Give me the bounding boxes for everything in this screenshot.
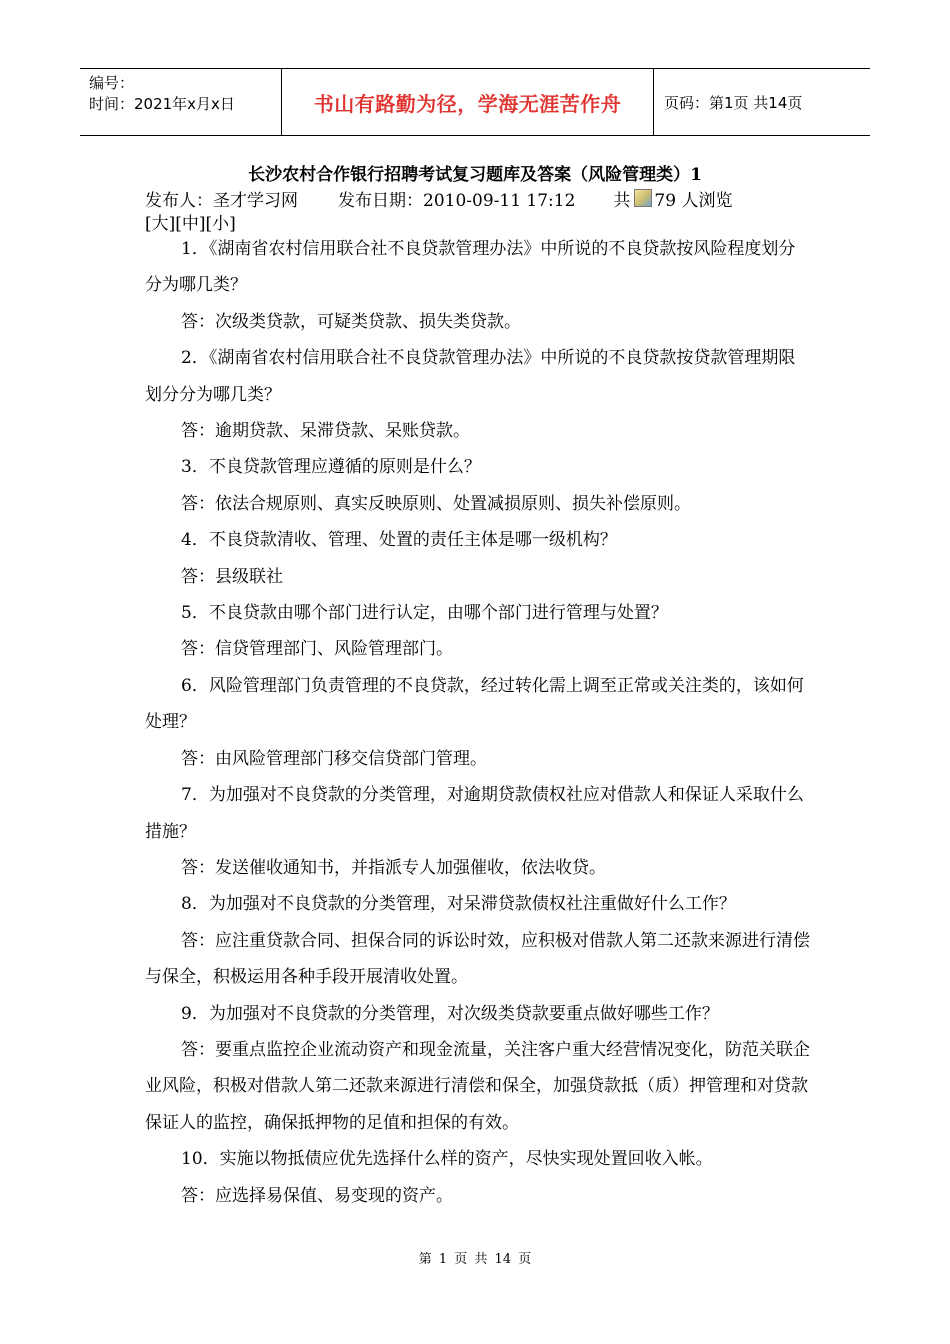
paragraph: 7．为加强对不良贷款的分类管理，对逾期贷款债权社应对借款人和保证人采取什么措施？ <box>145 785 804 842</box>
document-title: 长沙农村合作银行招聘考试复习题库及答案（风险管理类）1 <box>248 165 702 185</box>
paragraph: 10．实施以物抵债应优先选择什么样的资产，尽快实现处置回收入帐。 <box>181 1149 713 1170</box>
document-time-label: 时间：2021年x月x日 <box>89 95 235 113</box>
paragraph: 8．为加强对不良贷款的分类管理，对呆滞贷款债权社注重做好什么工作？ <box>181 894 736 915</box>
paragraph: 答：由风险管理部门移交信贷部门管理。 <box>181 748 487 769</box>
paragraph: 3．不良贷款管理应遵循的原则是什么？ <box>181 457 481 478</box>
paragraph: 答：依法合规原则、真实反映原则、处置减损原则、损失补偿原则。 <box>181 493 691 514</box>
paragraph: 9．为加强对不良贷款的分类管理，对次级类贷款要重点做好哪些工作？ <box>181 1003 719 1024</box>
paragraph: 4．不良贷款清收、管理、处置的责任主体是哪一级机构？ <box>181 530 617 551</box>
paragraph: 答：逾期贷款、呆滞贷款、呆账贷款。 <box>181 421 470 442</box>
font-size-large-link[interactable]: [大] <box>145 214 176 234</box>
views-prefix: 共 <box>613 191 631 211</box>
paragraph: 2．《湖南省农村信用联合社不良贷款管理办法》中所说的不良贷款按贷款管理期限划分分为哪几类？ <box>145 348 796 405</box>
header-page-info: 页码：第1页 共14页 <box>664 93 803 112</box>
paragraph: 答：应注重贷款合同、担保合同的诉讼时效，应积极对借款人第二还款来源进行清偿与保全，积极运用各种手段开展清收处置。 <box>145 930 810 988</box>
font-size-medium-link[interactable]: [中] <box>175 214 206 234</box>
page-footer: 第 1 页 共 14 页 <box>418 1252 532 1267</box>
views-icon <box>634 189 652 207</box>
header-motto: 书山有路勤为径，学海无涯苦作舟 <box>282 69 654 135</box>
font-size-small-link[interactable]: [小] <box>205 214 236 234</box>
paragraph: 答：次级类贷款，可疑类贷款、损失类贷款。 <box>181 311 521 332</box>
paragraph: 6．风险管理部门负责管理的不良贷款，经过转化需上调至正常或关注类的，该如何处理？ <box>145 675 804 733</box>
document-number-label: 编号： <box>89 74 135 92</box>
document-body <box>145 231 810 1214</box>
paragraph: 答：县级联社 <box>181 566 283 587</box>
publish-meta <box>145 186 732 211</box>
paragraph: 答：发送催收通知书，并指派专人加强催收，依法收贷。 <box>181 857 606 878</box>
header-table <box>80 68 870 136</box>
views-count: 79 人浏览 <box>654 191 733 211</box>
paragraph: 1．《湖南省农村信用联合社不良贷款管理办法》中所说的不良贷款按风险程度划分分为哪几类？ <box>145 239 796 296</box>
paragraph: 答：信贷管理部门、风险管理部门。 <box>181 639 453 660</box>
paragraph: 5．不良贷款由哪个部门进行认定，由哪个部门进行管理与处置？ <box>181 603 668 624</box>
header-info-cell <box>80 69 282 135</box>
paragraph: 答：要重点监控企业流动资产和现金流量，关注客户重大经营情况变化，防范关联企业风险，积极对借款人第二还款来源进行清偿和保全，加强贷款抵（质）押管理和对贷款保证人的监控，确保抵押物的足值和担保的有效。 <box>145 1039 810 1133</box>
paragraph: 答：应选择易保值、易变现的资产。 <box>181 1185 453 1206</box>
publish-date: 发布日期：2010-09-11 17:12 <box>338 191 576 211</box>
publisher: 发布人：圣才学习网 <box>145 191 298 211</box>
